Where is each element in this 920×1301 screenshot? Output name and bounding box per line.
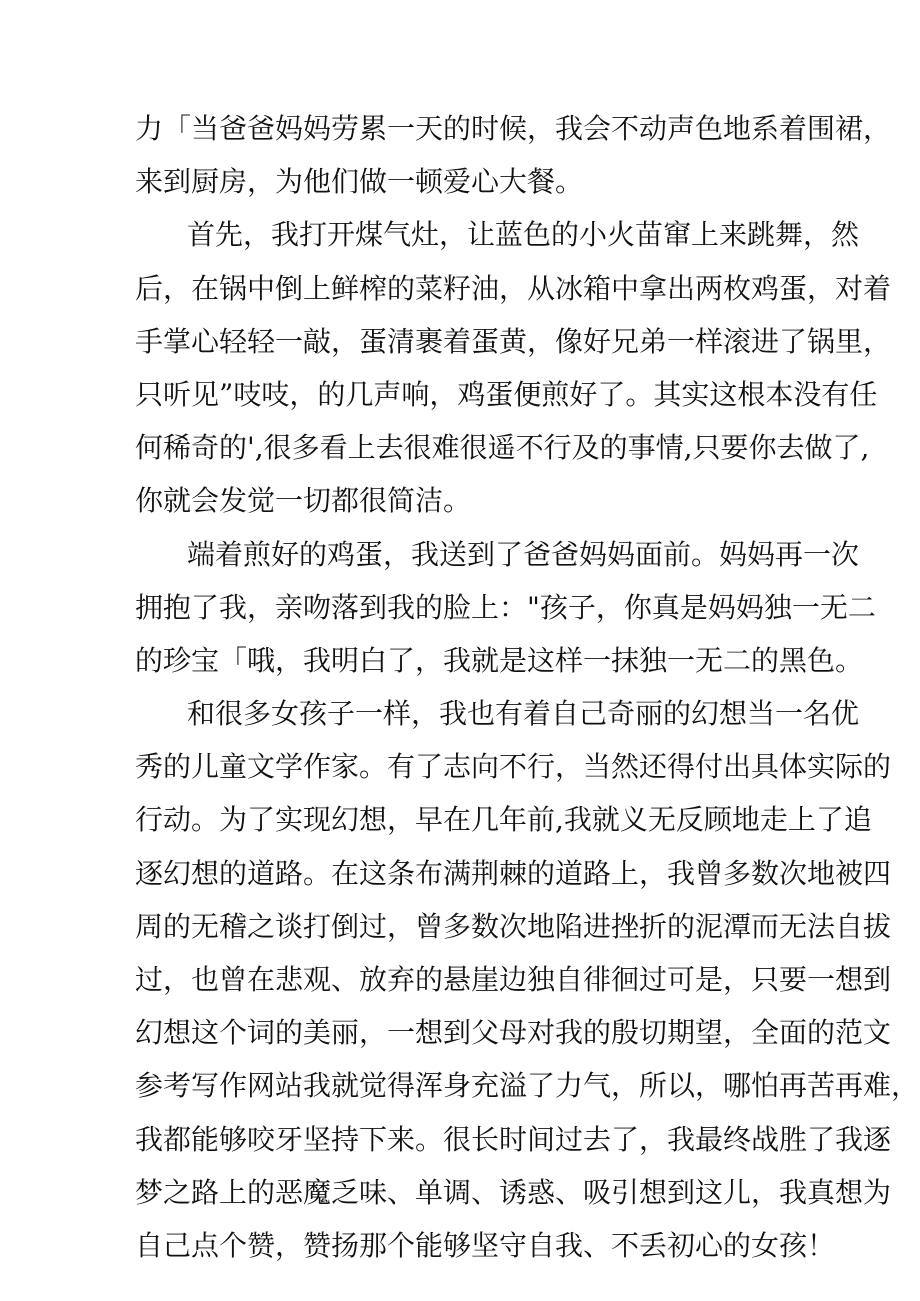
text-line: 行动。为了实现幻想，早在几年前,我就义无反顾地走上了追 [135, 803, 872, 837]
text-line: 拥抱了我，亲吻落到我的脸上："孩子，你真是妈妈独一无二 [135, 590, 876, 624]
text-line: 过，也曾在悲观、放弃的悬崖边独自徘徊过可是，只要一想到 [135, 963, 892, 996]
text-line: 来到厨房，为他们做一顿爱心大餐。 [135, 165, 584, 199]
paragraph [135, 208, 892, 527]
text-line: 我都能够咬牙坚持下来。很长时间过去了，我最终战胜了我逐 [135, 1122, 892, 1156]
paragraph [135, 528, 876, 688]
text-line: 的珍宝「哦，我明白了，我就是这样一抹独一无二的黑色。 [135, 643, 864, 677]
text-line: 端着煎好的鸡蛋，我送到了爸爸妈妈面前。妈妈再一次 [187, 537, 860, 571]
text-line: 参考写作网站我就觉得浑身充溢了力气，所以，哪怕再苦再难， [135, 1069, 920, 1103]
text-line: 自己点个赞，赞扬那个能够坚守自我、不丢初心的女孩！ [135, 1228, 836, 1262]
document-body [135, 102, 920, 1272]
text-line: 只听见”吱吱，的几声响，鸡蛋便煎好了。其实这根本没有任 [135, 377, 878, 411]
text-line: 逐幻想的道路。在这条布满荆棘的道路上，我曾多数次地被四 [135, 856, 892, 890]
text-line: 手掌心轻轻一敲，蛋清裹着蛋黄，像好兄弟一样滚进了锅里， [135, 324, 892, 358]
text-line: 何稀奇的',很多看上去很难很遥不行及的事情,只要你去做了, [135, 431, 870, 465]
paragraph [135, 102, 892, 208]
text-line: 后，在锅中倒上鲜榨的菜籽油，从冰箱中拿出两枚鸡蛋，对着 [135, 271, 892, 305]
text-line: 秀的儿童文学作家。有了志向不行，当然还得付出具体实际的 [135, 750, 892, 784]
text-line: 首先，我打开煤气灶，让蓝色的小火苗窜上来跳舞，然 [187, 218, 860, 252]
text-line: 和很多女孩子一样，我也有着自己奇丽的幻想当一名优 [187, 697, 860, 731]
text-line: 力「当爸爸妈妈劳累一天的时候，我会不动声色地系着围裙， [135, 112, 892, 145]
text-line: 你就会发觉一切都很简洁。 [135, 484, 472, 518]
text-line: 幻想这个词的美丽，一想到父母对我的殷切期望，全面的范文 [135, 1016, 892, 1050]
text-line: 周的无稽之谈打倒过，曾多数次地陷进挫折的泥潭而无法自拔 [135, 909, 892, 943]
text-line: 梦之路上的恶魔乏味、单调、诱惑、吸引想到这儿，我真想为 [135, 1175, 892, 1209]
paragraph [135, 687, 920, 1272]
